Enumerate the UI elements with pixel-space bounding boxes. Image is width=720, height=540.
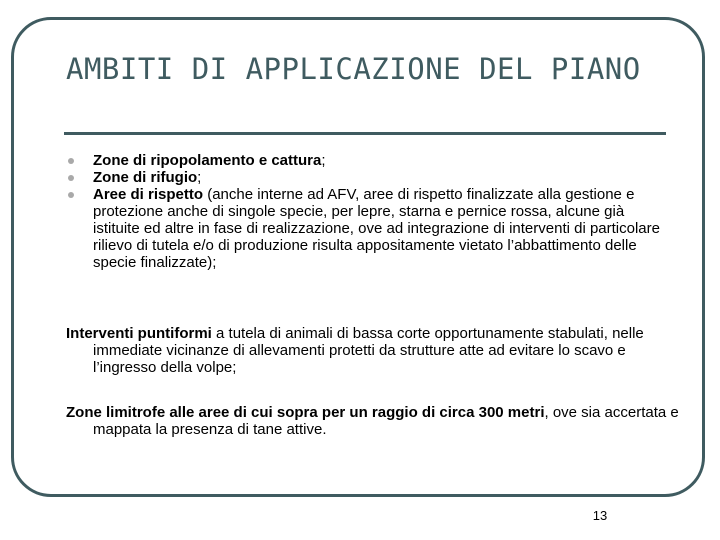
title-divider [64,132,666,135]
bullet-bold-text: Aree di rispetto [93,186,204,203]
bullet-dot-icon [68,175,74,181]
bullet-item-aree-rispetto [66,186,666,271]
bullet-item-zone-rifugio [66,169,666,186]
bullet-text: (anche interne ad AFV, aree di rispetto finalizzate alla gestione e protezione anche di singole specie, per lepre, starna e pernice rossa, alcune già istituite ed altre in fase di realizzazione, ove ad integrazione di interventi di particolare rilievo di tutela e/o di produzione risulta appositamente vietato l’abbattimento delle specie finalizzate); [93,186,660,271]
bullet-text: ; [197,169,202,186]
paragraph-zone-limitrofe [66,404,693,438]
bullet-dot-icon [68,158,74,164]
bullet-list [66,152,666,271]
paragraph-text: a tutela di animali di bassa corte opportunamente stabulati, nelle immediate vicinanze di allevamenti protetti da strutture atte ad evitare lo scavo e l’ingresso della volpe; [93,325,644,376]
bullet-bold-text: Zone di rifugio [93,169,198,186]
paragraph-text: , ove sia accertata e mappata la presenza di tane attive. [93,404,679,438]
paragraph-bold-text: Zone limitrofe alle aree di cui sopra per un raggio di circa 300 metri [66,404,545,421]
bullet-item-zone-ripopolamento [66,152,666,169]
bullet-dot-icon [68,192,74,198]
paragraph-interventi-puntiformi [66,325,693,376]
slide-title: AMBITI DI APPLICAZIONE DEL PIANO [66,52,641,86]
bullet-text: ; [321,152,326,169]
page-number: 13 [592,508,608,523]
bullet-bold-text: Zone di ripopolamento e cattura [93,152,322,169]
paragraph-bold-text: Interventi puntiformi [66,325,212,342]
